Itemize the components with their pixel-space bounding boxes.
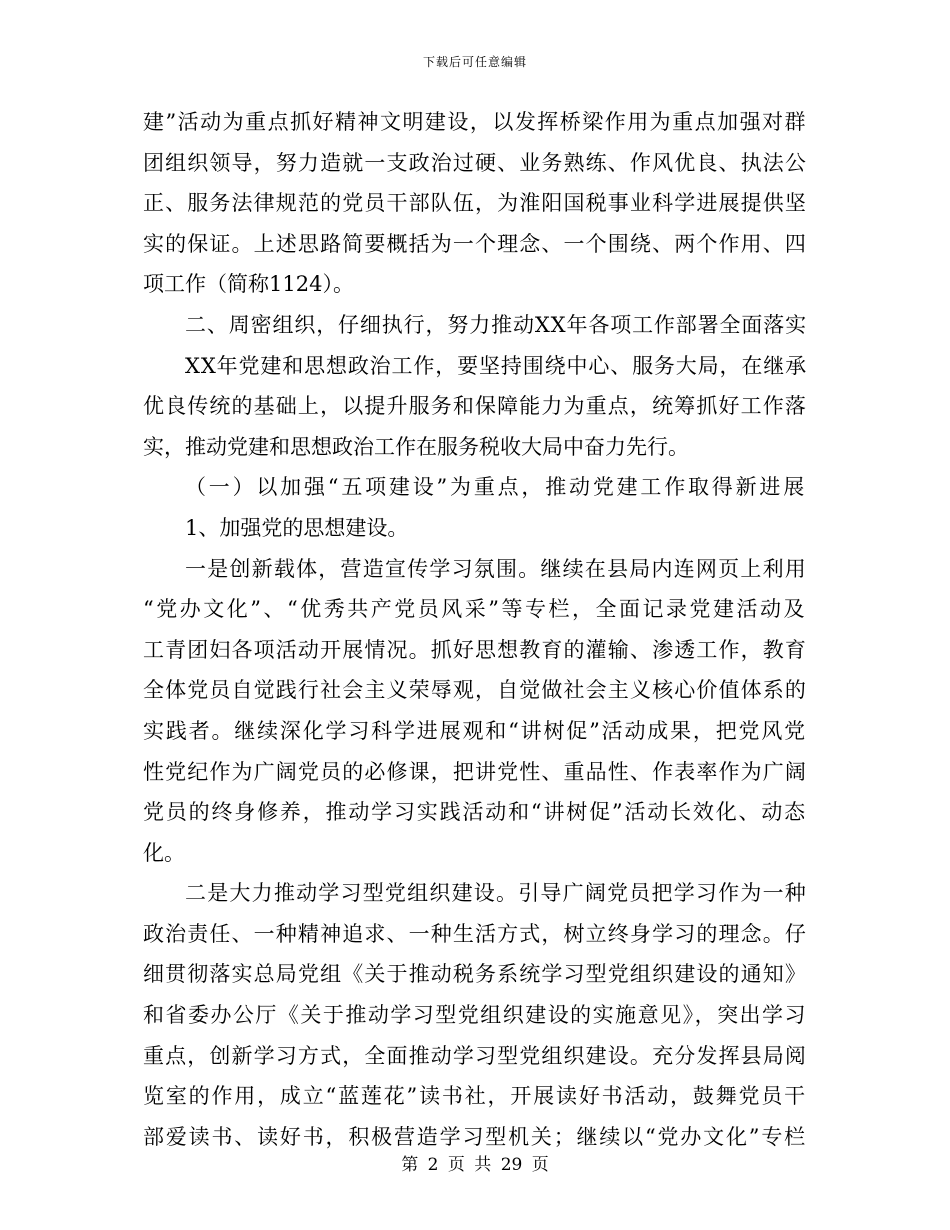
body-text-line: （一）以加强“五项建设”为重点，推动党建工作取得新进展 bbox=[185, 475, 807, 500]
body-text-line: 工青团妇各项活动开展情况。抓好思想教育的灌输、渗透工作，教育 bbox=[143, 637, 807, 662]
body-text-line: XX年党建和思想政治工作，要坚持围绕中心、服务大局，在继承 bbox=[185, 353, 807, 378]
body-text-line: 正、服务法律规范的党员干部队伍，为淮阳国税事业科学进展提供坚 bbox=[143, 191, 807, 216]
body-text-line: 一是创新载体，营造宣传学习氛围。继续在县局内连网页上利用 bbox=[185, 556, 807, 581]
body-text-line: 和省委办公厅《关于推动学习型党组织建设的实施意见》，突出学习 bbox=[143, 1003, 807, 1028]
document-body bbox=[143, 102, 807, 1157]
body-text-line: 项工作（简称1124）。 bbox=[143, 272, 354, 297]
body-text-line: 团组织领导，努力造就一支政治过硬、业务熟练、作风优良、执法公 bbox=[143, 150, 807, 175]
body-text-line: 优良传统的基础上，以提升服务和保障能力为重点，统筹抓好工作落 bbox=[143, 394, 807, 419]
body-text-line: 二是大力推动学习型党组织建设。引导广阔党员把学习作为一种 bbox=[185, 881, 807, 906]
body-text-line: 览室的作用，成立“蓝莲花”读书社，开展读好书活动，鼓舞党员干 bbox=[143, 1084, 807, 1109]
body-text-line: 细贯彻落实总局党组《关于推动税务系统学习型党组织建设的通知》 bbox=[143, 962, 807, 987]
body-text-line: 化。 bbox=[143, 840, 185, 865]
body-text-line: 实践者。继续深化学习科学进展观和“讲树促”活动成果，把党风党 bbox=[143, 718, 807, 743]
body-text-line: 党员的终身修养，推动学习实践活动和“讲树促”活动长效化、动态 bbox=[143, 800, 807, 825]
page-number-footer: 第 2 页 共 29 页 bbox=[401, 1155, 549, 1175]
body-text-line: “党办文化”、“优秀共产党员风采”等专栏，全面记录党建活动及 bbox=[143, 597, 807, 622]
body-text-line: 全体党员自觉践行社会主义荣辱观，自觉做社会主义核心价值体系的 bbox=[143, 678, 807, 703]
body-text-line: 重点，创新学习方式，全面推动学习型党组织建设。充分发挥县局阅 bbox=[143, 1043, 807, 1068]
body-text-line: 二、周密组织，仔细执行，努力推动XX年各项工作部署全面落实 bbox=[185, 312, 807, 337]
body-text-line: 政治责任、一种精神追求、一种生活方式，树立终身学习的理念。仔 bbox=[143, 921, 807, 946]
page-header: 下载后可任意编辑 bbox=[422, 55, 527, 69]
body-text-line: 1、加强党的思想建设。 bbox=[185, 515, 409, 540]
body-text-line: 性党纪作为广阔党员的必修课，把讲党性、重品性、作表率作为广阔 bbox=[143, 759, 807, 784]
body-text-line: 部爱读书、读好书，积极营造学习型机关；继续以“党办文化”专栏 bbox=[143, 1124, 807, 1149]
body-text-line: 实的保证。上述思路简要概括为一个理念、一个围绕、两个作用、四 bbox=[143, 231, 807, 256]
body-text-line: 建”活动为重点抓好精神文明建设，以发挥桥梁作用为重点加强对群 bbox=[143, 110, 807, 134]
body-text-line: 实，推动党建和思想政治工作在服务税收大局中奋力先行。 bbox=[143, 434, 689, 459]
